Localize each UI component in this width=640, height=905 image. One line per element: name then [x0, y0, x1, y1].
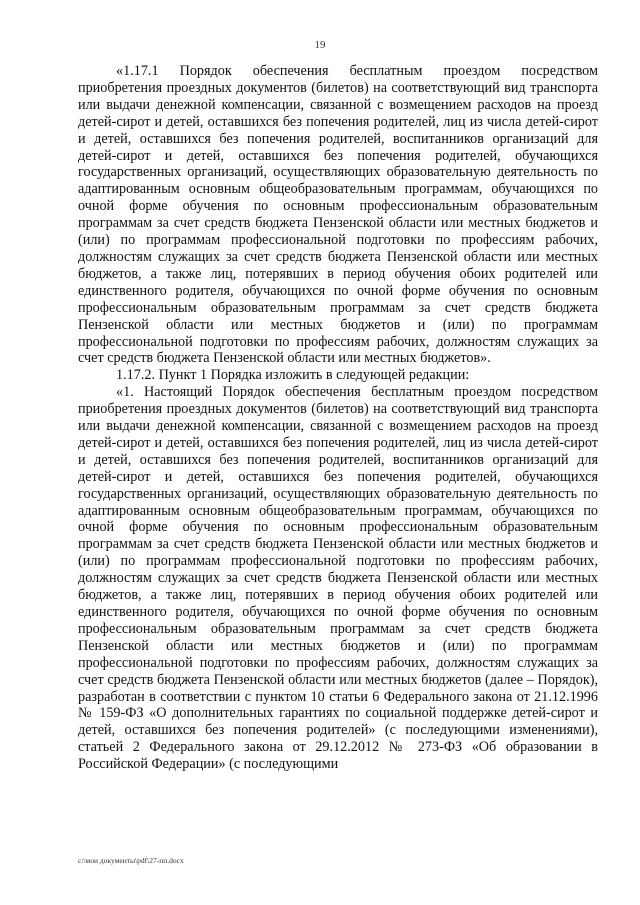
- paragraph-1-17-1: «1.17.1 Порядок обеспечения бесплатным проездом посредством приобретения проездных документов (билетов) на соответствующий вид транспорта или выдачи денежной компенсации, связанной с возмещением расходов на проезд детей-сирот и детей, оставшихся без попечения родителей, лиц из числа детей-сирот и детей, оставшихся без попечения родителей, воспитанников организаций для детей-сирот и детей, оставшихся без попечения родителей, обучающихся государственных организаций, осуществляющих образовательную деятельность по адаптированным основным общеобразовательным программам, обучающихся по очной форме обучения по основным профессиональным образовательным программам за счет средств бюджета Пензенской области или местных бюджетов и (или) по программам профессиональной подготовки по профессиям рабочих, должностям служащих за счет средств бюджета Пензенской области или местных бюджетов, а также лиц, потерявших в период обучения обоих родителей или единственного родителя, обучающихся по очной форме обучения по основным профессиональным образовательным программам за счет средств бюджета Пензенской области или местных бюджетов и (или) по программам профессиональной подготовки по профессиям рабочих, должностям служащих за счет средств бюджета Пензенской области или местных бюджетов».: [78, 63, 598, 367]
- document-body: [78, 63, 598, 773]
- paragraph-1-17-2: 1.17.2. Пункт 1 Порядка изложить в следующей редакции:: [116, 367, 470, 384]
- footer-file-path: c:\мои документы\pdf\27-пп.docx: [78, 856, 184, 865]
- paragraph-point-1: «1. Настоящий Порядок обеспечения бесплатным проездом посредством приобретения проездных документов (билетов) на соответствующий вид транспорта или выдачи денежной компенсации, связанной с возмещением расходов на проезд детей-сирот и детей, оставшихся без попечения родителей, лиц из числа детей-сирот и детей, оставшихся без попечения родителей, воспитанников организаций для детей-сирот и детей, оставшихся без попечения родителей, обучающихся государственных организаций, осуществляющих образовательную деятельность по адаптированным основным общеобразовательным программам, обучающихся по очной форме обучения по основным профессиональным образовательным программам за счет средств бюджета Пензенской области или местных бюджетов и (или) по программам профессиональной подготовки по профессиям рабочих, должностям служащих за счет средств бюджета Пензенской области или местных бюджетов, а также лиц, потерявших в период обучения обоих родителей или единственного родителя, обучающихся по очной форме обучения по основным профессиональным образовательным программам за счет средств бюджета Пензенской области или местных бюджетов и (или) по программам профессиональной подготовки по профессиям рабочих, должностям служащих за счет средств бюджета Пензенской области или местных бюджетов (далее – Порядок), разработан в соответствии с пунктом 10 статьи 6 Федерального закона от 21.12.1996 № 159-ФЗ «О дополнительных гарантиях по социальной поддержке детей-сирот и детей, оставшихся без попечения родителей» (с последующими изменениями), статьей 2 Федерального закона от 29.12.2012 № 273-ФЗ «Об образовании в Российской Федерации» (с последующими: [78, 384, 598, 773]
- page-number: 19: [314, 39, 326, 51]
